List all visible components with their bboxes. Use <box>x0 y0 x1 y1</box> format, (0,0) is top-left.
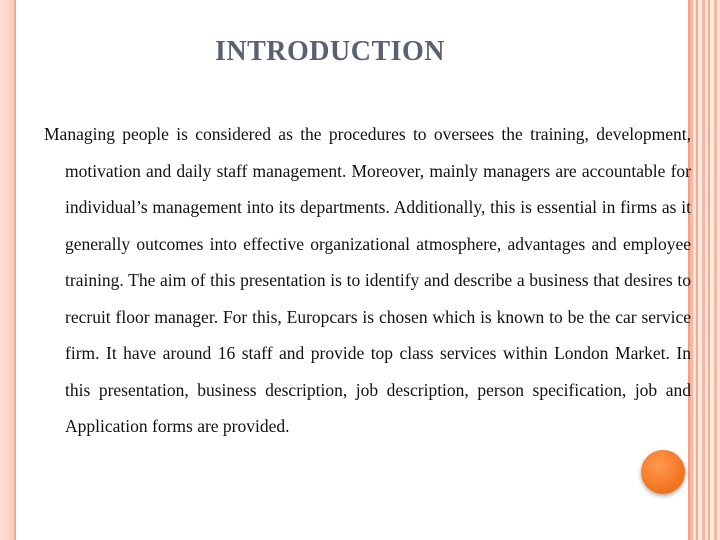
left-decorative-band <box>0 0 14 540</box>
left-decorative-line <box>14 0 16 540</box>
slide-body-paragraph: Managing people is considered as the procedures to oversees the training, development, motivation and daily staff management. Moreover, mainly managers are accountable for individual’s management into its departments. Additionally, this is essential in firms as it generally outcomes into effective organizational atmosphere, advantages and employee training. The aim of this presentation is to identify and describe a business that desires to recruit floor manager. For this, Europcars is chosen which is known to be the car service firm. It have around 16 staff and provide top class services within London Market. In this presentation, business description, job description, person specification, job and Application forms are provided. <box>44 124 691 436</box>
slide-title: INTRODUCTION <box>214 36 446 67</box>
right-decorative-stripes <box>690 0 720 540</box>
orange-circle-icon <box>641 450 685 494</box>
